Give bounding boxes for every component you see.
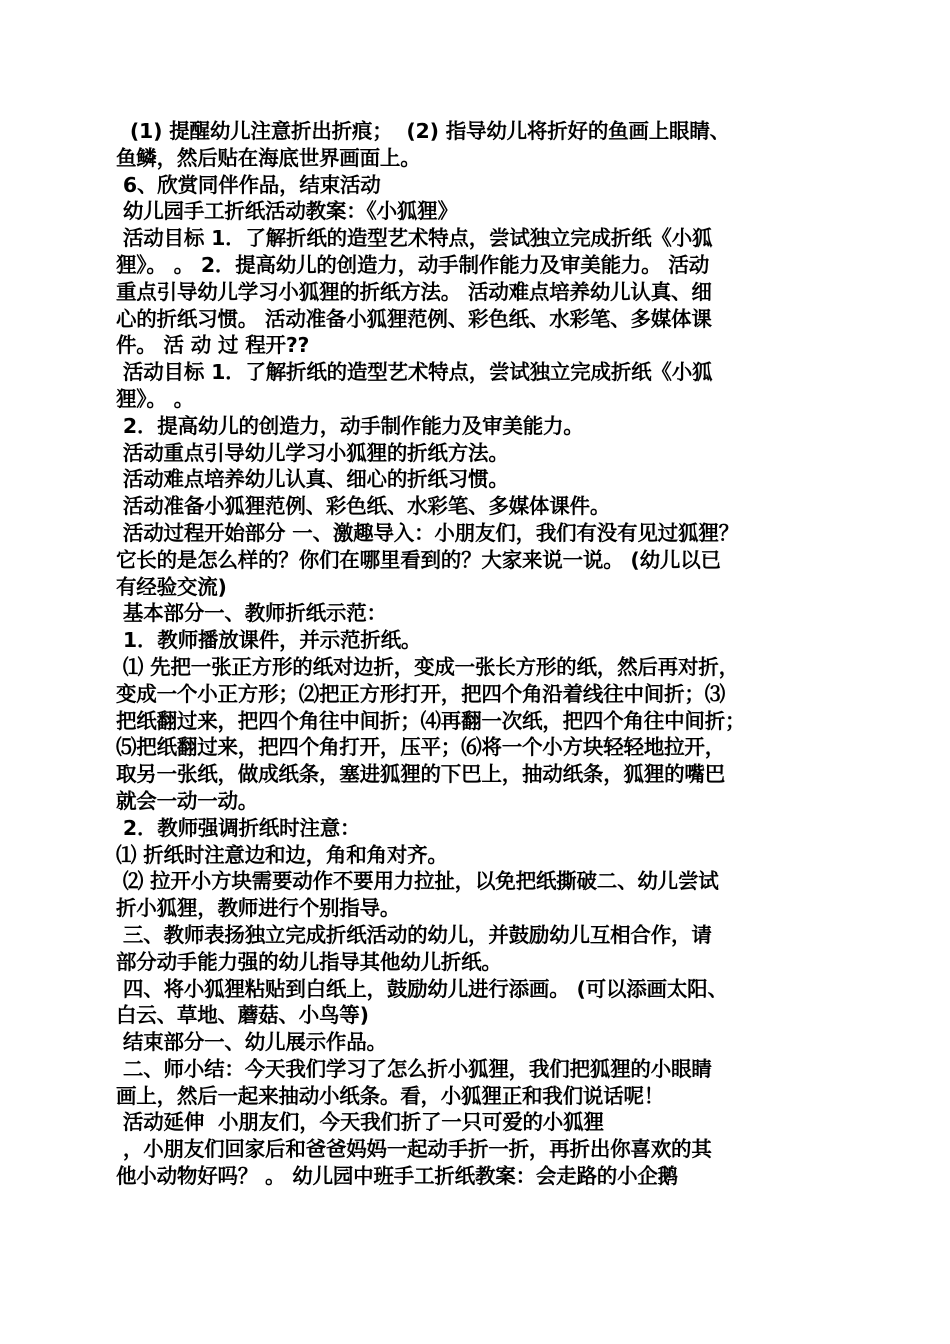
text-line: 四、将小狐狸粘贴到白纸上，鼓励幼儿进行添画。 (可以添画太阳、 — [116, 976, 728, 1001]
text-line: 变成一个小正方形；⑵把正方形打开，把四个角沿着线往中间折；⑶ — [116, 681, 725, 706]
text-line: 结束部分一、幼儿展示作品。 — [116, 1030, 387, 1055]
text-line: (1) 提醒幼儿注意折出折痕； (2) 指导幼儿将折好的鱼画上眼睛、 — [116, 119, 730, 143]
text-line: 2．教师强调折纸时注意： — [116, 815, 361, 840]
text-line: 三、教师表扬独立完成折纸活动的幼儿，并鼓励幼儿互相合作，请 — [116, 922, 712, 947]
text-line: 活动目标 1．了解折纸的造型艺术特点，尝试独立完成折纸《小狐 — [116, 360, 713, 385]
text-line: 它长的是怎么样的？你们在哪里看到的？大家来说一说。 (幼儿以已 — [116, 547, 721, 572]
text-line: 活动目标 1．了解折纸的造型艺术特点，尝试独立完成折纸《小狐 — [116, 226, 713, 251]
text-line: 活动延伸 小朋友们，今天我们折了一只可爱的小狐狸 — [116, 1110, 604, 1135]
text-line: 活动难点培养幼儿认真、细心的折纸习惯。 — [116, 467, 509, 492]
text-line: 狸》。 。 — [116, 386, 194, 411]
document-body — [116, 118, 846, 1190]
text-line: 活动过程开始部分 一、激趣导入：小朋友们，我们有没有见过狐狸？ — [116, 520, 739, 545]
text-line: ，小朋友们回家后和爸爸妈妈一起动手折一折，再折出你喜欢的其 — [116, 1137, 712, 1162]
text-line: 基本部分一、教师折纸示范： — [116, 601, 387, 626]
text-line: 部分动手能力强的幼儿指导其他幼儿折纸。 — [116, 949, 502, 974]
text-line: 就会一动一动。 — [116, 788, 259, 813]
text-line: 2．提高幼儿的创造力，动手制作能力及审美能力。 — [116, 413, 584, 438]
text-line: ⑴ 折纸时注意边和边，角和角对齐。 — [116, 842, 448, 867]
text-line: 件。 活 动 过 程开?? — [116, 333, 310, 358]
text-line: 取另一张纸，做成纸条，塞进狐狸的下巴上，抽动纸条，狐狸的嘴巴 — [116, 762, 725, 787]
text-line: 把纸翻过来，把四个角往中间折；⑷再翻一次纸，把四个角往中间折； — [116, 708, 746, 733]
text-line: 活动准备小狐狸范例、彩色纸、水彩笔、多媒体课件。 — [116, 494, 611, 519]
text-line: ⑴ 先把一张正方形的纸对边折，变成一张长方形的纸，然后再对折， — [116, 654, 739, 679]
text-line: 有经验交流) — [116, 574, 227, 599]
text-line: 二、师小结：今天我们学习了怎么折小狐狸，我们把狐狸的小眼睛 — [116, 1056, 712, 1081]
text-line: 他小动物好吗？ 。 幼儿园中班手工折纸教案：会走路的小企鹅 — [116, 1164, 678, 1189]
text-line: ⑵ 拉开小方块需要动作不要用力拉扯，以免把纸撕破二、幼儿尝试 — [116, 869, 719, 894]
text-line: 活动重点引导幼儿学习小狐狸的折纸方法。 — [116, 440, 509, 465]
section-title: 幼儿园手工折纸活动教案：《小狐狸》 — [116, 199, 458, 224]
text-line: 鱼鳞，然后贴在海底世界画面上。 — [116, 145, 421, 170]
text-line: 白云、草地、蘑菇、小鸟等) — [116, 1003, 369, 1028]
text-line: 折小狐狸，教师进行个别指导。 — [116, 896, 401, 921]
text-line: 1．教师播放课件，并示范折纸。 — [116, 628, 422, 653]
text-line: 重点引导幼儿学习小狐狸的折纸方法。 活动难点培养幼儿认真、细 — [116, 279, 712, 304]
text-line: 画上，然后一起来抽动小纸条。看，小狐狸正和我们说话呢！ — [116, 1083, 665, 1108]
text-line: 6、欣赏同伴作品，结束活动 — [116, 172, 381, 197]
text-line: ⑸把纸翻过来，把四个角打开，压平；⑹将一个小方块轻轻地拉开， — [116, 735, 725, 760]
text-line: 心的折纸习惯。 活动准备小狐狸范例、彩色纸、水彩笔、多媒体课 — [116, 306, 712, 331]
text-line: 狸》。 。 2．提高幼儿的创造力，动手制作能力及审美能力。 活动 — [116, 252, 710, 277]
